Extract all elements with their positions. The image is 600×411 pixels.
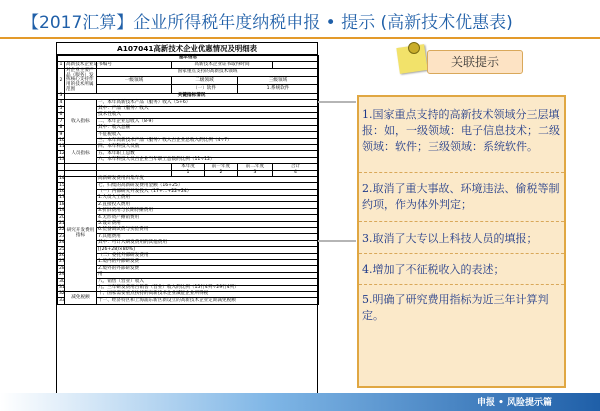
field-group: 对企业主要产品（服务）发挥核心支持作用的技术所属范围 <box>65 68 97 93</box>
row-label: 7.其他费用 <box>97 234 319 240</box>
col-year-current: 本年度 <box>172 164 205 170</box>
form-image-a107041 <box>56 42 318 394</box>
row-number: 12 <box>59 150 65 156</box>
tip-4: 4.增加了不征税收入的表述； <box>362 263 505 276</box>
row-label: 3.折旧费用与长期待摊费用 <box>97 208 319 214</box>
row-label: 其中：收入总额 <box>97 125 319 131</box>
tip-5: 5.明确了研究费用指标为近三年计算判定。 <box>362 293 549 322</box>
row-label: 二、本年企业总收入（8-9） <box>97 119 319 125</box>
related-tips-tab: 关联提示 <box>427 50 523 74</box>
row-number: 28 <box>59 265 65 271</box>
section-key: 关键指标情况 <box>65 93 319 99</box>
row-label: [(26+28)×80%] <box>97 247 319 253</box>
field-title: 国家重点支持的高新技术领域 <box>97 68 319 76</box>
row-number: 23 <box>59 233 65 239</box>
col-number: 3 <box>238 170 273 176</box>
tip-divider <box>359 284 564 286</box>
row-label: 十、国家需要重点扶持的高新技术企业减征企业所得税 <box>97 291 319 297</box>
rows-income-staff <box>58 100 319 164</box>
row-label: 一、本年高新技术产品（服务）收入（5+6） <box>97 100 319 106</box>
table-row <box>58 298 319 304</box>
row-number: 33 <box>59 297 65 303</box>
footer-bar <box>0 393 600 411</box>
row-label: 1.人员人工费用 <box>97 196 319 202</box>
row-label: 不征税收入 <box>97 132 319 138</box>
col-number: 1 <box>172 170 205 176</box>
rows-rd-tax <box>58 176 319 304</box>
form-table <box>57 55 319 305</box>
row-number: 24 <box>59 240 65 246</box>
connector-line <box>318 101 356 103</box>
row-number: 32 <box>59 291 65 297</box>
row-label: 高新研发费用归集年度 <box>97 176 319 182</box>
row-number: 15 <box>59 182 65 188</box>
tip-1: 1.国家重点支持的高新技术领域分三层填报：如，一级领域：电子信息技术；二级领域：软件；三级领域：系统软件。 <box>362 108 560 153</box>
group-label: 人员指标 <box>65 144 97 163</box>
row-label: 1.境内的外部研发费 <box>97 260 319 266</box>
footer-label: 申报 • 风险提示篇 <box>476 398 552 408</box>
row-number: 10 <box>59 137 65 143</box>
row-number: 31 <box>59 284 65 290</box>
connector-line <box>318 240 356 242</box>
row-number: 19 <box>59 208 65 214</box>
row-number: 25 <box>59 246 65 252</box>
row-label: 6.装备调试费与实验费用 <box>97 228 319 234</box>
row-label: （二）委托外部研发费用 <box>97 253 319 259</box>
level2-label: 二级领域 <box>172 77 238 85</box>
row-number: 27 <box>59 259 65 265</box>
row-number: 22 <box>59 227 65 233</box>
col-year-prev2: 前二年度 <box>238 164 273 170</box>
row-label: 五、本年职工总数 <box>97 151 319 157</box>
group-label: 收入指标 <box>65 100 97 145</box>
row-number: 9 <box>58 132 65 138</box>
row-label: 三、本年高新技术产品（服务）收入占企业总收入的比例（4÷7） <box>97 138 319 144</box>
tip-3: 3.取消了大专以上科技人员的填报； <box>362 232 538 245</box>
row-number: 13 <box>59 157 65 163</box>
col-number: 2 <box>205 170 238 176</box>
col-year-prev: 前一年度 <box>205 164 238 170</box>
row-label: 八、销售（营业）收入 <box>97 279 319 285</box>
level3-label: 三级领域 <box>238 77 319 85</box>
cert-label: 高新技术企业证书编号 <box>66 61 112 67</box>
tip-divider <box>359 172 564 174</box>
row-label: （一）内部研究开发投入（17+…+22+24） <box>97 189 319 195</box>
form-title: A107041高新技术企业优惠情况及明细表 <box>57 43 317 55</box>
level2-value: （一）软件 <box>172 85 238 93</box>
table-row: 2 对企业主要产品（服务）发挥核心支持作用的技术所属范围 国家重点支持的高新技术领域 <box>58 68 319 76</box>
row-label: 5.设计费用 <box>97 221 319 227</box>
col-number: 4 <box>273 170 319 176</box>
row-number: 18 <box>59 201 65 207</box>
row-number: 20 <box>59 214 65 220</box>
row-number: 5 <box>58 106 65 112</box>
table-row <box>58 77 319 85</box>
page-title: 【2017汇算】企业所得税年度纳税申报 • 提示 (高新技术优惠表) <box>22 13 513 33</box>
row-number: 14 <box>59 176 65 182</box>
row-number: 8 <box>58 125 65 131</box>
tip-divider <box>359 253 564 255</box>
row-number: 29 <box>59 272 65 278</box>
row-number: 26 <box>59 253 65 258</box>
row-number: 6 <box>58 113 65 119</box>
table-row: 3 关键指标情况 <box>58 93 319 99</box>
level1-label: 一级领域 <box>97 77 172 85</box>
row-label: 4.无形资产摊销费用 <box>97 215 319 221</box>
tip-2: 2.取消了重大事故、环境违法、偷税等制约项，作为体外判定； <box>362 182 560 211</box>
row-label: 六、本年科技人员占企业当年职工总数的比例（11÷12） <box>97 157 319 163</box>
level1-value <box>97 85 172 93</box>
group-label: 研究开发费用指标 <box>65 176 97 291</box>
level3-value: 1.系统软件 <box>238 85 319 93</box>
row-label: 其中：可计入研发费用的其他费用 <box>97 240 319 246</box>
row-label: 2.直接投入费用 <box>97 202 319 208</box>
row-label: 九、三年研发费用占销售（营业）收入的比例（15行4列÷29行4列） <box>97 285 319 291</box>
row-label: 七、归集的高新研发费用金额（16+25） <box>97 183 319 189</box>
row-number: 30 <box>59 278 65 284</box>
row-label: 用 <box>97 272 319 278</box>
row-number: 7 <box>58 119 65 125</box>
row-number: 11 <box>59 144 65 150</box>
row-number: 4 <box>58 100 65 106</box>
row-number: 17 <box>59 195 65 201</box>
row-label: 技术性收入 <box>97 113 319 119</box>
table-row: 1 高新技术企业证书编号 高新技术企业证书取得时间 <box>58 62 319 68</box>
row-number: 21 <box>59 221 65 227</box>
section-basic: 基本信息 <box>58 56 319 62</box>
tip-divider <box>359 221 564 223</box>
title-divider <box>0 37 600 39</box>
row-label: 十一、经济特区和上海浦东新区新设立的高新技术企业定期减免税额 <box>97 298 319 304</box>
row-label: 其中：产品（服务）收入 <box>97 106 319 112</box>
pin-icon <box>408 42 420 54</box>
title-bar <box>0 0 600 38</box>
row-number: 16 <box>59 189 65 195</box>
group-label: 减免税额 <box>65 291 97 304</box>
row-label: 2.境外的外部研发费 <box>97 266 319 272</box>
col-total: 合计 <box>273 164 319 170</box>
cert-date: 高新技术企业证书取得时间 <box>172 62 273 68</box>
row-label: 四、本年科技人员数 <box>97 144 319 150</box>
